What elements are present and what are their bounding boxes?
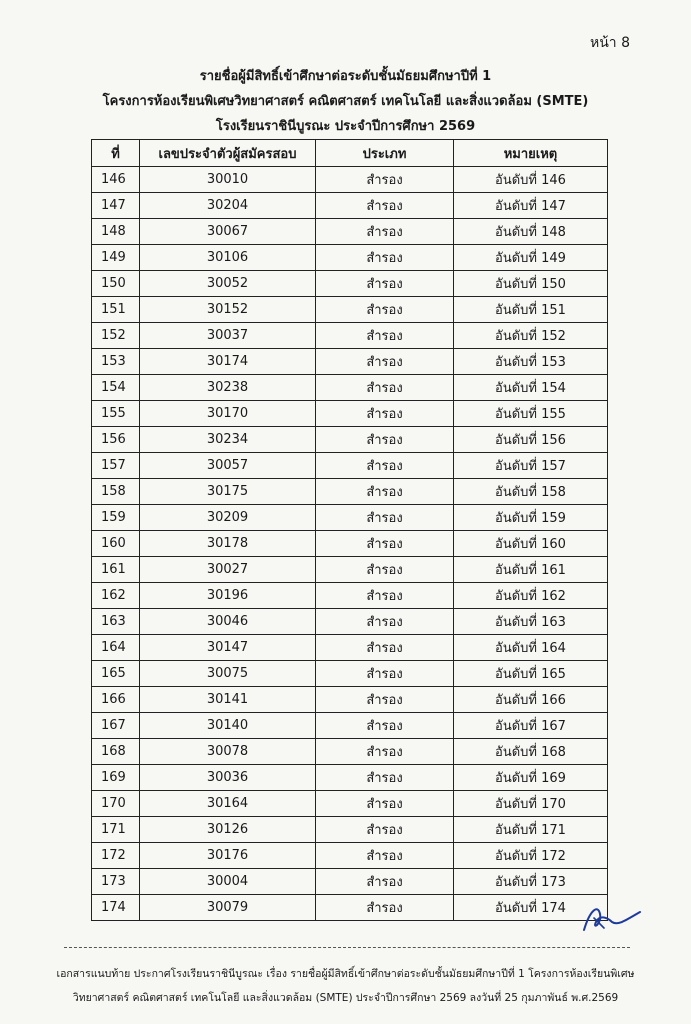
applicant-id: 30075: [140, 661, 316, 687]
document-title-block: [0, 64, 691, 139]
candidate-type: สำรอง: [316, 219, 454, 245]
footer-line-2: วิทยาศาสตร์ คณิตศาสตร์ เทคโนโลยี และสิ่งแวดล้อม (SMTE) ประจำปีการศึกษา 2569 ลงวันที่ 25 กุมภาพันธ์ พ.ศ.2569: [72, 992, 619, 1004]
row-number: 166: [92, 687, 140, 713]
rank-remark: อันดับที่ 171: [454, 817, 608, 843]
table-row: [92, 765, 608, 791]
rank-remark: อันดับที่ 146: [454, 167, 608, 193]
table-row: [92, 375, 608, 401]
table-row: [92, 687, 608, 713]
applicant-id: 30106: [140, 245, 316, 271]
rank-remark: อันดับที่ 168: [454, 739, 608, 765]
table-header-row: [92, 140, 608, 167]
applicant-id: 30175: [140, 479, 316, 505]
handwritten-signature-icon: [578, 900, 648, 940]
table-row: [92, 583, 608, 609]
title-line-1: รายชื่อผู้มีสิทธิ์เข้าศึกษาต่อระดับชั้นมัธยมศึกษาปีที่ 1: [199, 69, 492, 84]
applicant-id: 30152: [140, 297, 316, 323]
row-number: 170: [92, 791, 140, 817]
applicant-id: 30004: [140, 869, 316, 895]
applicant-id: 30046: [140, 609, 316, 635]
row-number: 174: [92, 895, 140, 921]
table-row: [92, 635, 608, 661]
candidate-type: สำรอง: [316, 167, 454, 193]
rank-remark: อันดับที่ 159: [454, 505, 608, 531]
table-row: [92, 401, 608, 427]
header-type: ประเภท: [316, 140, 454, 167]
table-row: [92, 843, 608, 869]
candidate-table: [91, 139, 608, 921]
applicant-id: 30174: [140, 349, 316, 375]
table-row: [92, 453, 608, 479]
row-number: 148: [92, 219, 140, 245]
candidate-type: สำรอง: [316, 479, 454, 505]
rank-remark: อันดับที่ 174: [454, 895, 608, 921]
candidate-type: สำรอง: [316, 817, 454, 843]
row-number: 173: [92, 869, 140, 895]
table-row: [92, 245, 608, 271]
row-number: 163: [92, 609, 140, 635]
applicant-id: 30079: [140, 895, 316, 921]
candidate-type: สำรอง: [316, 765, 454, 791]
table-row: [92, 531, 608, 557]
table-row: [92, 817, 608, 843]
table-row: [92, 791, 608, 817]
row-number: 161: [92, 557, 140, 583]
table-row: [92, 193, 608, 219]
row-number: 162: [92, 583, 140, 609]
row-number: 165: [92, 661, 140, 687]
candidate-type: สำรอง: [316, 895, 454, 921]
row-number: 146: [92, 167, 140, 193]
row-number: 158: [92, 479, 140, 505]
footer-note: [40, 962, 651, 1010]
candidate-type: สำรอง: [316, 557, 454, 583]
rank-remark: อันดับที่ 148: [454, 219, 608, 245]
row-number: 169: [92, 765, 140, 791]
row-number: 156: [92, 427, 140, 453]
rank-remark: อันดับที่ 169: [454, 765, 608, 791]
table-row: [92, 713, 608, 739]
row-number: 172: [92, 843, 140, 869]
table-row: [92, 349, 608, 375]
applicant-id: 30027: [140, 557, 316, 583]
candidate-type: สำรอง: [316, 193, 454, 219]
candidate-type: สำรอง: [316, 869, 454, 895]
rank-remark: อันดับที่ 156: [454, 427, 608, 453]
applicant-id: 30067: [140, 219, 316, 245]
rank-remark: อันดับที่ 165: [454, 661, 608, 687]
footer-divider: [64, 947, 630, 948]
header-no: ที่: [92, 140, 140, 167]
table-row: [92, 479, 608, 505]
title-line-2: โครงการห้องเรียนพิเศษวิทยาศาสตร์ คณิตศาสตร์ เทคโนโลยี และสิ่งแวดล้อม (SMTE): [102, 94, 589, 109]
applicant-id: 30176: [140, 843, 316, 869]
applicant-id: 30141: [140, 687, 316, 713]
rank-remark: อันดับที่ 158: [454, 479, 608, 505]
table-row: [92, 297, 608, 323]
row-number: 171: [92, 817, 140, 843]
table-row: [92, 219, 608, 245]
row-number: 147: [92, 193, 140, 219]
rank-remark: อันดับที่ 172: [454, 843, 608, 869]
header-applicant-id: เลขประจำตัวผู้สมัครสอบ: [140, 140, 316, 167]
rank-remark: อันดับที่ 155: [454, 401, 608, 427]
applicant-id: 30170: [140, 401, 316, 427]
applicant-id: 30036: [140, 765, 316, 791]
candidate-type: สำรอง: [316, 271, 454, 297]
table-row: [92, 661, 608, 687]
rank-remark: อันดับที่ 147: [454, 193, 608, 219]
rank-remark: อันดับที่ 160: [454, 531, 608, 557]
candidate-type: สำรอง: [316, 427, 454, 453]
candidate-type: สำรอง: [316, 843, 454, 869]
candidate-type: สำรอง: [316, 609, 454, 635]
rank-remark: อันดับที่ 173: [454, 869, 608, 895]
footer-line-1: เอกสารแนบท้าย ประกาศโรงเรียนราชินีบูรณะ เรื่อง รายชื่อผู้มีสิทธิ์เข้าศึกษาต่อระดับชั้นมัธยมศึกษาปีที่ 1 โครงการห้องเรียนพิเศษ: [56, 968, 635, 980]
rank-remark: อันดับที่ 152: [454, 323, 608, 349]
table-row: [92, 739, 608, 765]
candidate-type: สำรอง: [316, 401, 454, 427]
applicant-id: 30010: [140, 167, 316, 193]
row-number: 150: [92, 271, 140, 297]
row-number: 157: [92, 453, 140, 479]
row-number: 168: [92, 739, 140, 765]
rank-remark: อันดับที่ 150: [454, 271, 608, 297]
table-row: [92, 505, 608, 531]
applicant-id: 30204: [140, 193, 316, 219]
candidate-type: สำรอง: [316, 505, 454, 531]
candidate-type: สำรอง: [316, 687, 454, 713]
row-number: 149: [92, 245, 140, 271]
rank-remark: อันดับที่ 157: [454, 453, 608, 479]
applicant-id: 30178: [140, 531, 316, 557]
candidate-type: สำรอง: [316, 245, 454, 271]
row-number: 167: [92, 713, 140, 739]
candidate-type: สำรอง: [316, 713, 454, 739]
row-number: 151: [92, 297, 140, 323]
rank-remark: อันดับที่ 163: [454, 609, 608, 635]
candidate-type: สำรอง: [316, 297, 454, 323]
table-row: [92, 609, 608, 635]
candidate-type: สำรอง: [316, 583, 454, 609]
row-number: 160: [92, 531, 140, 557]
applicant-id: 30052: [140, 271, 316, 297]
rank-remark: อันดับที่ 166: [454, 687, 608, 713]
row-number: 153: [92, 349, 140, 375]
candidate-type: สำรอง: [316, 791, 454, 817]
table-row: [92, 869, 608, 895]
rank-remark: อันดับที่ 151: [454, 297, 608, 323]
table-row: [92, 271, 608, 297]
table-body: [92, 167, 608, 921]
candidate-type: สำรอง: [316, 635, 454, 661]
candidate-type: สำรอง: [316, 661, 454, 687]
rank-remark: อันดับที่ 170: [454, 791, 608, 817]
candidate-type: สำรอง: [316, 323, 454, 349]
row-number: 155: [92, 401, 140, 427]
applicant-id: 30196: [140, 583, 316, 609]
applicant-id: 30078: [140, 739, 316, 765]
rank-remark: อันดับที่ 154: [454, 375, 608, 401]
rank-remark: อันดับที่ 167: [454, 713, 608, 739]
applicant-id: 30140: [140, 713, 316, 739]
rank-remark: อันดับที่ 164: [454, 635, 608, 661]
applicant-id: 30126: [140, 817, 316, 843]
candidate-type: สำรอง: [316, 531, 454, 557]
row-number: 164: [92, 635, 140, 661]
header-remark: หมายเหตุ: [454, 140, 608, 167]
applicant-id: 30037: [140, 323, 316, 349]
applicant-id: 30057: [140, 453, 316, 479]
rank-remark: อันดับที่ 149: [454, 245, 608, 271]
row-number: 154: [92, 375, 140, 401]
candidate-type: สำรอง: [316, 739, 454, 765]
table-row: [92, 557, 608, 583]
page-number: หน้า 8: [590, 35, 631, 51]
applicant-id: 30238: [140, 375, 316, 401]
candidate-type: สำรอง: [316, 349, 454, 375]
table-row: [92, 895, 608, 921]
applicant-id: 30147: [140, 635, 316, 661]
table-row: [92, 167, 608, 193]
applicant-id: 30164: [140, 791, 316, 817]
title-line-3: โรงเรียนราชินีบูรณะ ประจำปีการศึกษา 2569: [215, 119, 476, 134]
applicant-id: 30234: [140, 427, 316, 453]
rank-remark: อันดับที่ 162: [454, 583, 608, 609]
candidate-type: สำรอง: [316, 453, 454, 479]
table-row: [92, 323, 608, 349]
row-number: 159: [92, 505, 140, 531]
candidate-type: สำรอง: [316, 375, 454, 401]
applicant-id: 30209: [140, 505, 316, 531]
row-number: 152: [92, 323, 140, 349]
rank-remark: อันดับที่ 153: [454, 349, 608, 375]
rank-remark: อันดับที่ 161: [454, 557, 608, 583]
table-row: [92, 427, 608, 453]
